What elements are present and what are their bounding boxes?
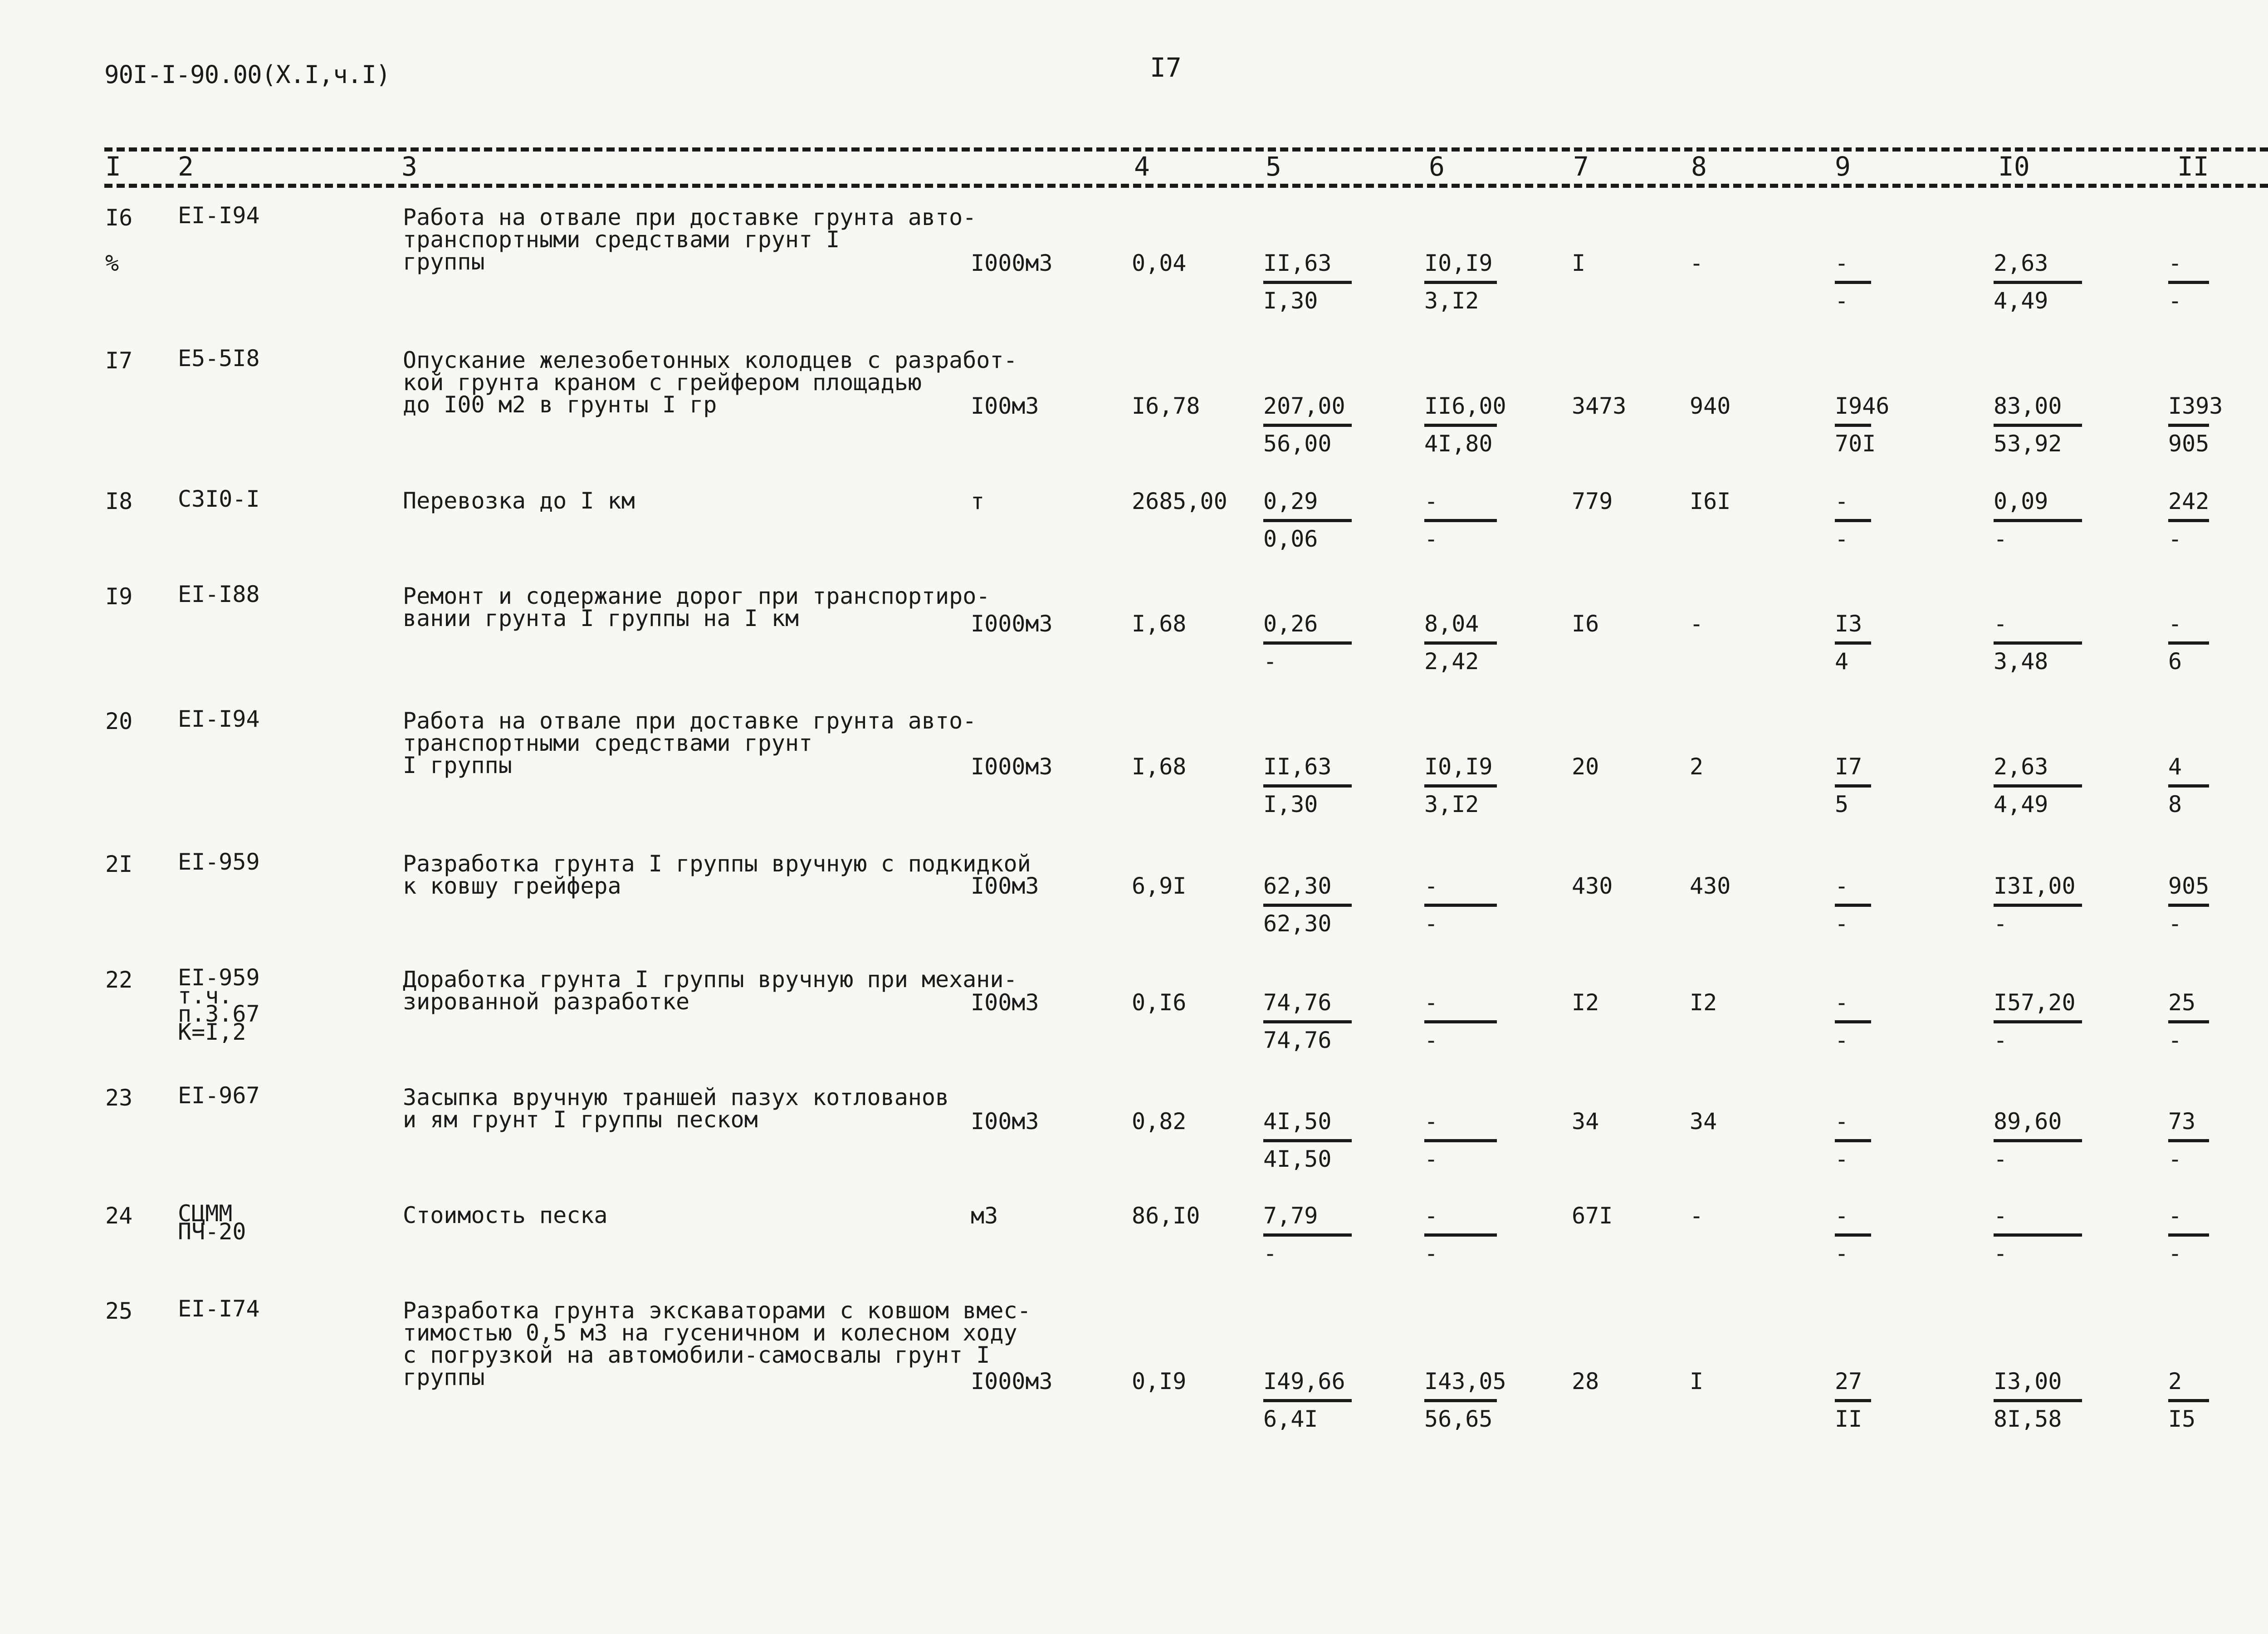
value-bottom: 56,65	[1424, 1406, 1493, 1432]
fraction-bar	[1835, 904, 1871, 907]
value-bottom: -	[2168, 1027, 2182, 1053]
fraction-cell-c6	[1424, 1204, 1497, 1267]
value-top: 0,26	[1263, 611, 1318, 637]
value-top: 4I,50	[1263, 1108, 1332, 1135]
fraction-bar	[1424, 1139, 1497, 1142]
value-bottom: -	[1835, 526, 1849, 552]
unit: м3	[971, 1203, 998, 1229]
value-bottom: II	[1835, 1406, 1862, 1432]
row-number: 23	[105, 1085, 133, 1111]
value-top: -	[1835, 488, 1849, 514]
fraction-cell-c5	[1263, 1204, 1352, 1267]
fraction-bar	[1994, 904, 2082, 907]
value-bottom: -	[1835, 1146, 1849, 1172]
fraction-cell-c10	[1994, 875, 2082, 938]
work-description: Работа на отвале при доставке грунта авто- транспортными средствами грунт I группы	[403, 204, 977, 275]
value-top: I3I,00	[1994, 873, 2076, 899]
fraction-bar	[1994, 641, 2082, 645]
value-bottom: 8I,58	[1994, 1406, 2062, 1432]
fraction-cell-c6	[1424, 612, 1497, 675]
fraction-cell-c11	[2168, 393, 2223, 458]
value-top: 8,04	[1424, 611, 1479, 637]
fraction-cell-c11	[2168, 612, 2209, 675]
value-bottom: -	[1424, 526, 1438, 552]
value-top: I0,I9	[1424, 753, 1493, 780]
fraction-cell-c10	[1994, 395, 2082, 458]
fraction-bar	[1424, 424, 1497, 427]
work-description: Засыпка вручную траншей пазух котлованов и ям грунт I группы песком	[403, 1084, 949, 1133]
unit: I000м3	[971, 611, 1053, 637]
value-bottom: 56,00	[1263, 431, 1332, 457]
fraction-bar	[1424, 519, 1497, 522]
fraction-bar	[1424, 1399, 1497, 1402]
work-description: Перевозка до I км	[403, 488, 635, 514]
unit: I000м3	[971, 753, 1053, 780]
value-bottom: 3,I2	[1424, 288, 1479, 314]
row-mark: %	[105, 250, 119, 276]
value-bottom: -	[2168, 1146, 2182, 1172]
fraction-cell-c5	[1263, 252, 1352, 315]
value-top: II6,00	[1424, 393, 1506, 419]
work-description: Ремонт и содержание дорог при транспортиро- вании грунта I группы на I км	[403, 583, 990, 631]
value-col7: I6	[1572, 611, 1599, 637]
value-bottom: -	[1994, 1027, 2008, 1053]
fraction-bar	[1424, 784, 1497, 788]
quantity: 0,I9	[1132, 1368, 1187, 1394]
fraction-cell-c5	[1263, 1370, 1352, 1433]
value-top: -	[2168, 250, 2182, 276]
value-col8: I6I	[1690, 488, 1731, 514]
fraction-cell-c10	[1994, 1204, 2082, 1267]
value-top: -	[1424, 1108, 1438, 1135]
fraction-cell-c9	[1835, 612, 1871, 675]
fraction-cell-c10	[1994, 1370, 2082, 1433]
quantity: 86,I0	[1132, 1203, 1200, 1229]
value-bottom: -	[1835, 1240, 1849, 1267]
fraction-cell-c5	[1263, 490, 1352, 553]
value-col7: I2	[1572, 989, 1599, 1016]
fraction-cell-c9	[1835, 252, 1871, 315]
value-top: I3,00	[1994, 1368, 2062, 1394]
norm-code: EI-967	[178, 1082, 260, 1109]
unit: I00м3	[971, 1108, 1039, 1135]
fraction-bar	[2168, 1399, 2209, 1402]
fraction-bar	[1835, 1399, 1871, 1402]
fraction-cell-c11	[2168, 991, 2209, 1054]
fraction-cell-c11	[2168, 755, 2209, 818]
value-col7: 34	[1572, 1108, 1599, 1135]
value-top: 83,00	[1994, 393, 2062, 419]
fraction-bar	[1263, 904, 1352, 907]
fraction-bar	[1994, 1399, 2082, 1402]
fraction-bar	[1263, 1020, 1352, 1023]
row-number: 22	[105, 967, 133, 993]
value-bottom: 4,49	[1994, 288, 2048, 314]
fraction-cell-c11	[2168, 1204, 2209, 1267]
value-bottom: -	[1263, 1240, 1277, 1267]
column-header: 5	[1266, 151, 1281, 182]
fraction-bar	[1263, 641, 1352, 645]
document-code: 90I-I-90.00(X.I,ч.I)	[104, 60, 391, 89]
norm-code: EI-959	[178, 849, 260, 875]
value-col8: 940	[1690, 393, 1731, 419]
value-top: 2	[2168, 1368, 2182, 1394]
fraction-cell-c9	[1835, 1110, 1871, 1173]
norm-code: EI-I94	[178, 202, 260, 229]
fraction-bar	[1994, 519, 2082, 522]
fraction-cell-c11	[2168, 1370, 2209, 1433]
fraction-bar	[1424, 1233, 1497, 1237]
fraction-bar	[2168, 784, 2209, 788]
value-col7: 20	[1572, 753, 1599, 780]
value-bottom: 53,92	[1994, 431, 2062, 457]
work-description: Опускание железобетонных колодцев с разработ- кой грунта краном с грейфером площадью до I00 м2 в грунты I гр	[403, 347, 1017, 418]
value-bottom: 74,76	[1263, 1027, 1332, 1053]
value-top: -	[1424, 989, 1438, 1016]
value-bottom: -	[1994, 910, 2008, 937]
norm-code: EI-I74	[178, 1296, 260, 1322]
value-top: -	[2168, 611, 2182, 637]
fraction-bar	[1424, 904, 1497, 907]
fraction-cell-c6	[1424, 1368, 1506, 1433]
fraction-bar	[1835, 1139, 1871, 1142]
column-header: 2	[178, 151, 194, 182]
value-top: I393	[2168, 393, 2223, 419]
fraction-bar	[1263, 1399, 1352, 1402]
value-bottom: 70I	[1835, 431, 1876, 457]
value-top: -	[1424, 873, 1438, 899]
value-top: I49,66	[1263, 1368, 1345, 1394]
value-top: II,63	[1263, 753, 1332, 780]
value-top: 73	[2168, 1108, 2196, 1135]
quantity: 2685,00	[1132, 488, 1227, 514]
row-number: 24	[105, 1203, 133, 1229]
norm-code: СЦММ ПЧ-20	[178, 1200, 246, 1245]
value-top: 242	[2168, 488, 2209, 514]
value-bottom: -	[1424, 910, 1438, 937]
value-bottom: 6,4I	[1263, 1406, 1318, 1432]
fraction-bar	[1424, 641, 1497, 645]
fraction-cell-c10	[1994, 1110, 2082, 1173]
value-top: -	[1835, 250, 1849, 276]
value-top: -	[1835, 989, 1849, 1016]
unit: т	[971, 488, 985, 514]
fraction-cell-c5	[1263, 991, 1352, 1054]
fraction-bar	[1994, 424, 2082, 427]
fraction-cell-c10	[1994, 991, 2082, 1054]
value-col8: -	[1690, 611, 1704, 637]
value-top: -	[1835, 1108, 1849, 1135]
fraction-cell-c11	[2168, 490, 2209, 553]
value-top: -	[1994, 611, 2008, 637]
fraction-cell-c9	[1835, 1204, 1871, 1267]
work-description: Работа на отвале при доставке грунта авто- транспортными средствами грунт I группы	[403, 708, 977, 778]
fraction-bar	[1263, 519, 1352, 522]
fraction-bar	[2168, 1139, 2209, 1142]
fraction-bar	[1994, 281, 2082, 284]
fraction-cell-c9	[1835, 875, 1871, 938]
value-bottom: -	[1994, 1146, 2008, 1172]
quantity: 0,82	[1132, 1108, 1187, 1135]
value-top: 905	[2168, 873, 2209, 899]
fraction-bar	[2168, 641, 2209, 645]
column-header: I0	[1998, 151, 2030, 182]
work-description: Разработка грунта I группы вручную с подкидкой к ковшу грейфера	[403, 851, 1031, 899]
unit: I000м3	[971, 250, 1053, 276]
work-description: Разработка грунта экскаваторами с ковшом вмес- тимостью 0,5 м3 на гусеничном и колесном ходу с погрузкой на автомобили-самосвалы грунт I группы	[403, 1297, 1031, 1390]
fraction-cell-c6	[1424, 393, 1506, 458]
unit: I00м3	[971, 989, 1039, 1016]
value-bottom: 4,49	[1994, 791, 2048, 817]
work-description: Доработка грунта I группы вручную при механи- зированной разработке	[403, 966, 1017, 1015]
work-description: Стоимость песка	[403, 1202, 608, 1228]
value-bottom: I,30	[1263, 791, 1318, 817]
fraction-bar	[1835, 281, 1871, 284]
fraction-cell-c9	[1835, 755, 1871, 818]
value-col8: I2	[1690, 989, 1717, 1016]
fraction-bar	[1835, 1233, 1871, 1237]
value-top: I946	[1835, 393, 1890, 419]
fraction-cell-c5	[1263, 612, 1352, 675]
fraction-cell-c6	[1424, 991, 1497, 1054]
fraction-bar	[2168, 424, 2209, 427]
value-col7: 28	[1572, 1368, 1599, 1394]
norm-code: EI-I94	[178, 706, 260, 732]
value-bottom: 4I,80	[1424, 431, 1493, 457]
value-bottom: -	[1994, 526, 2008, 552]
value-top: I57,20	[1994, 989, 2076, 1016]
fraction-cell-c6	[1424, 1110, 1497, 1173]
value-col8: 2	[1690, 753, 1704, 780]
fraction-bar	[1263, 424, 1352, 427]
column-header: 7	[1573, 151, 1589, 182]
value-top: 89,60	[1994, 1108, 2062, 1135]
fraction-bar	[1424, 1020, 1497, 1023]
fraction-cell-c9	[1835, 991, 1871, 1054]
value-top: 207,00	[1263, 393, 1345, 419]
fraction-bar	[2168, 1233, 2209, 1237]
value-top: 0,29	[1263, 488, 1318, 514]
value-top: 2,63	[1994, 250, 2048, 276]
fraction-bar	[1263, 1139, 1352, 1142]
fraction-bar	[1835, 784, 1871, 788]
fraction-bar	[1994, 784, 2082, 788]
value-bottom: 4	[1835, 648, 1849, 675]
value-bottom: 3,I2	[1424, 791, 1479, 817]
value-bottom: -	[1835, 288, 1849, 314]
value-top: 27	[1835, 1368, 1862, 1394]
fraction-bar	[1835, 424, 1871, 427]
quantity: 0,04	[1132, 250, 1187, 276]
value-bottom: -	[1424, 1240, 1438, 1267]
value-top: 25	[2168, 989, 2196, 1016]
value-bottom: 8	[2168, 791, 2182, 817]
unit: I00м3	[971, 393, 1039, 419]
fraction-bar	[1835, 519, 1871, 522]
value-top: 62,30	[1263, 873, 1332, 899]
value-top: 4	[2168, 753, 2182, 780]
quantity: 0,I6	[1132, 989, 1187, 1016]
norm-code: EI-959 т.ч. п.3.67 К=I,2	[178, 964, 260, 1045]
column-header: 6	[1429, 151, 1445, 182]
value-col8: -	[1690, 1203, 1704, 1229]
value-bottom: -	[2168, 910, 2182, 937]
column-header: I	[105, 151, 121, 182]
value-bottom: -	[1835, 910, 1849, 937]
value-top: -	[1424, 1203, 1438, 1229]
fraction-bar	[1263, 1233, 1352, 1237]
value-bottom: I5	[2168, 1406, 2196, 1432]
unit: I000м3	[971, 1368, 1053, 1394]
fraction-cell-c5	[1263, 1110, 1352, 1173]
row-number: I8	[105, 488, 133, 514]
header-top-rule	[104, 147, 2268, 152]
value-top: II,63	[1263, 250, 1332, 276]
unit: I00м3	[971, 873, 1039, 899]
row-number: I6	[105, 205, 133, 231]
fraction-cell-c9	[1835, 490, 1871, 553]
value-col7: 779	[1572, 488, 1613, 514]
value-top: -	[1835, 873, 1849, 899]
value-top: 2,63	[1994, 753, 2048, 780]
fraction-bar	[1994, 1233, 2082, 1237]
page-number: I7	[1150, 52, 1182, 83]
fraction-cell-c5	[1263, 875, 1352, 938]
value-bottom: -	[1424, 1027, 1438, 1053]
value-bottom: 2,42	[1424, 648, 1479, 675]
value-bottom: 6	[2168, 648, 2182, 675]
value-bottom: 4I,50	[1263, 1146, 1332, 1172]
row-number: I9	[105, 583, 133, 610]
fraction-bar	[1263, 784, 1352, 788]
value-bottom: -	[1424, 1146, 1438, 1172]
fraction-cell-c11	[2168, 875, 2209, 938]
norm-code: EI-I88	[178, 581, 260, 607]
value-col8: -	[1690, 250, 1704, 276]
value-top: -	[1994, 1203, 2008, 1229]
fraction-cell-c9	[1835, 1370, 1871, 1433]
fraction-bar	[1424, 281, 1497, 284]
value-bottom: -	[2168, 1240, 2182, 1267]
quantity: 6,9I	[1132, 873, 1187, 899]
fraction-cell-c6	[1424, 490, 1497, 553]
norm-code: С3I0-I	[178, 486, 260, 512]
row-number: I7	[105, 347, 133, 374]
value-bottom: -	[1994, 1240, 2008, 1267]
fraction-bar	[2168, 1020, 2209, 1023]
row-number: 25	[105, 1298, 133, 1324]
fraction-bar	[1994, 1139, 2082, 1142]
value-col7: 67I	[1572, 1203, 1613, 1229]
value-col8: 430	[1690, 873, 1731, 899]
value-top: 74,76	[1263, 989, 1332, 1016]
fraction-cell-c10	[1994, 612, 2082, 675]
fraction-cell-c5	[1263, 755, 1352, 818]
quantity: I,68	[1132, 611, 1187, 637]
value-bottom: -	[1263, 648, 1277, 675]
fraction-cell-c6	[1424, 755, 1497, 818]
value-top: -	[1835, 1203, 1849, 1229]
fraction-cell-c6	[1424, 252, 1497, 315]
value-top: -	[1424, 488, 1438, 514]
fraction-bar	[2168, 519, 2209, 522]
fraction-cell-c10	[1994, 490, 2082, 553]
fraction-bar	[1994, 1020, 2082, 1023]
fraction-bar	[1835, 1020, 1871, 1023]
value-col7: 3473	[1572, 393, 1627, 419]
value-bottom: 3,48	[1994, 648, 2048, 675]
value-top: I43,05	[1424, 1368, 1506, 1394]
row-number: 20	[105, 708, 133, 734]
value-col8: 34	[1690, 1108, 1717, 1135]
fraction-cell-c9	[1835, 393, 1890, 458]
column-header: 8	[1691, 151, 1707, 182]
column-header: 3	[401, 151, 417, 182]
fraction-cell-c10	[1994, 252, 2082, 315]
value-bottom: -	[2168, 288, 2182, 314]
fraction-cell-c6	[1424, 875, 1497, 938]
value-bottom: 905	[2168, 431, 2209, 457]
value-bottom: -	[1835, 1027, 1849, 1053]
value-bottom: 5	[1835, 791, 1849, 817]
value-top: -	[2168, 1203, 2182, 1229]
quantity: I,68	[1132, 753, 1187, 780]
header-bottom-rule	[104, 184, 2268, 188]
value-top: 0,09	[1994, 488, 2048, 514]
fraction-bar	[2168, 281, 2209, 284]
fraction-cell-c10	[1994, 755, 2082, 818]
value-bottom: 62,30	[1263, 910, 1332, 937]
fraction-bar	[1835, 641, 1871, 645]
value-bottom: 0,06	[1263, 526, 1318, 552]
value-col7: I	[1572, 250, 1586, 276]
value-top: I3	[1835, 611, 1862, 637]
quantity: I6,78	[1132, 393, 1200, 419]
column-header: II	[2177, 151, 2209, 182]
fraction-bar	[2168, 904, 2209, 907]
value-col7: 430	[1572, 873, 1613, 899]
value-top: I7	[1835, 753, 1862, 780]
value-top: 7,79	[1263, 1203, 1318, 1229]
value-col8: I	[1690, 1368, 1704, 1394]
norm-code: E5-5I8	[178, 345, 260, 372]
fraction-bar	[1263, 281, 1352, 284]
value-bottom: I,30	[1263, 288, 1318, 314]
value-bottom: -	[2168, 526, 2182, 552]
row-number: 2I	[105, 851, 133, 877]
fraction-cell-c11	[2168, 252, 2209, 315]
value-top: I0,I9	[1424, 250, 1493, 276]
fraction-cell-c11	[2168, 1110, 2209, 1173]
column-header: 4	[1134, 151, 1150, 182]
fraction-cell-c5	[1263, 395, 1352, 458]
column-header: 9	[1835, 151, 1851, 182]
